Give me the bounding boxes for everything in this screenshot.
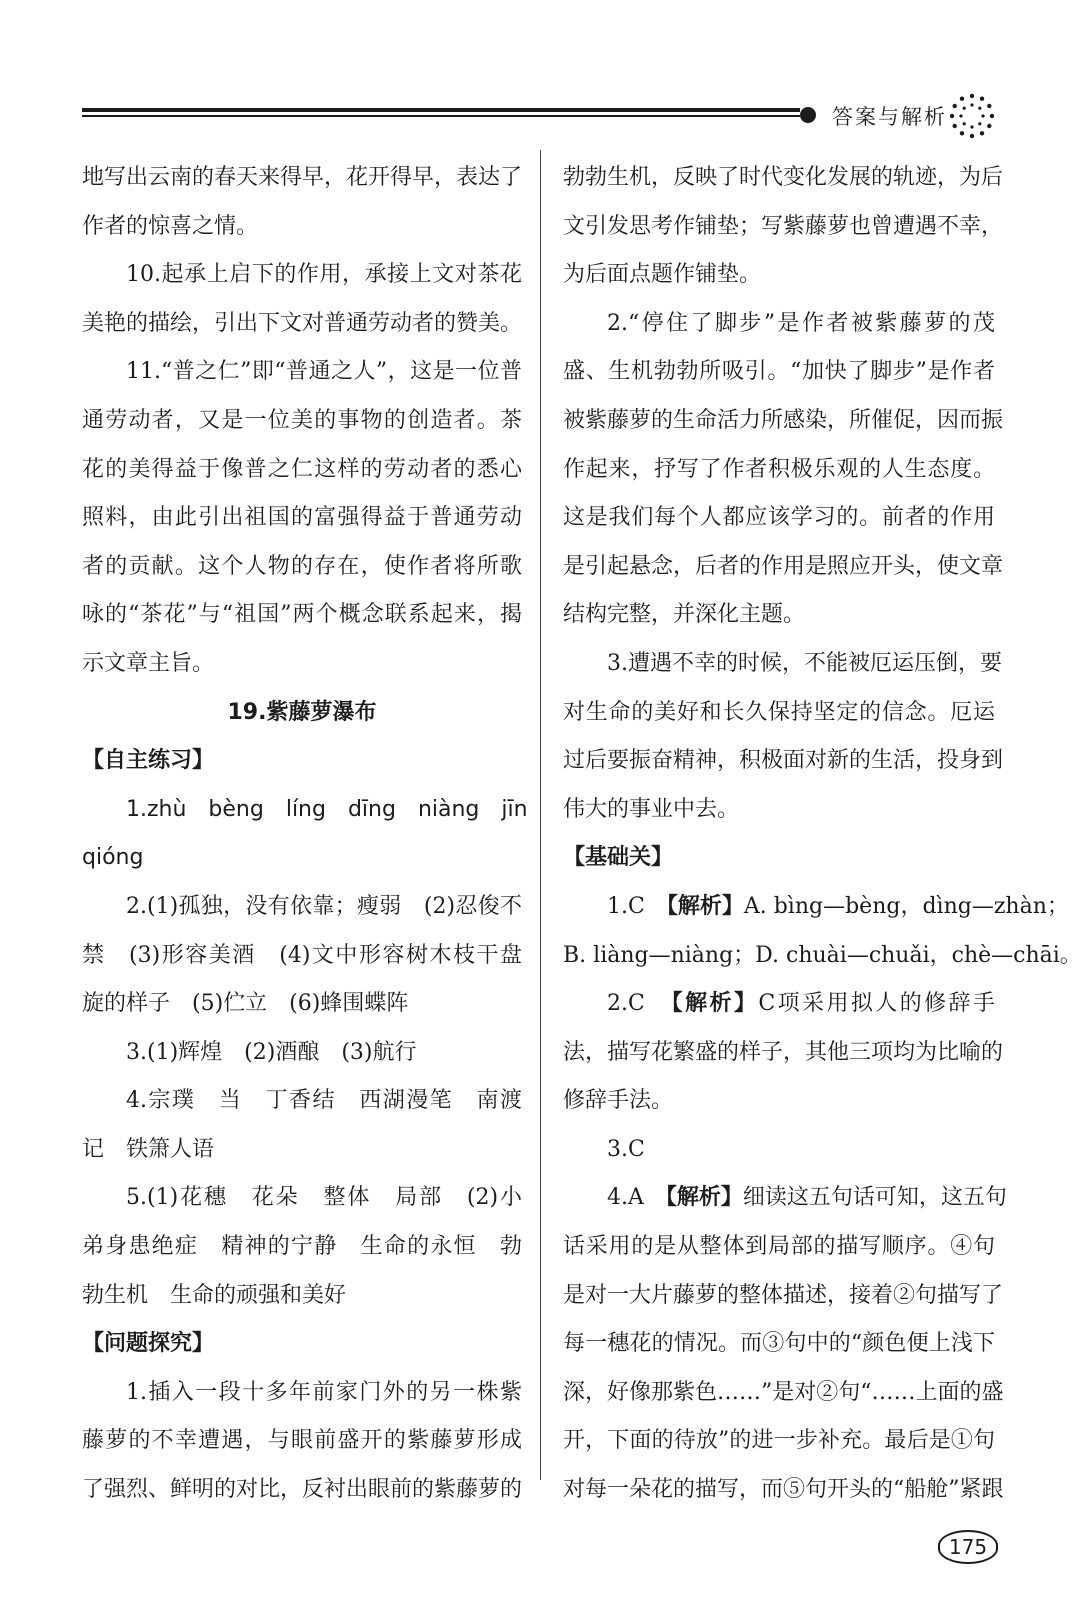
text-line xyxy=(563,1077,995,1126)
text-line xyxy=(563,786,995,835)
line-text: 深，好像那紫色……”是对②句“……上面的盛 xyxy=(563,1379,1004,1405)
line-text: 话采用的是从整体到局部的描写顺序。④句 xyxy=(563,1234,995,1260)
line-text: 2.“停住了脚步”是作者被紫藤萝的茂 xyxy=(607,310,995,336)
text-line xyxy=(82,1272,522,1321)
line-text: 每一穗花的情况。而③句中的“颜色便上浅下 xyxy=(563,1331,995,1357)
text-line xyxy=(82,786,528,835)
lesson-title xyxy=(82,689,522,738)
line-text: 1.插入一段十多年前家门外的另一株紫 xyxy=(126,1379,522,1405)
text-line xyxy=(563,1417,995,1466)
line-text: 10.起承上启下的作用，承接上文对茶花 xyxy=(126,262,522,288)
text-line xyxy=(82,591,522,640)
column-divider xyxy=(540,150,541,1480)
line-text: A. bìng—bèng，dìng—zhàn； xyxy=(743,893,1069,919)
text-line xyxy=(82,1077,522,1126)
line-text: qióng xyxy=(82,845,144,871)
text-line xyxy=(82,348,522,397)
text-line xyxy=(82,154,522,203)
left-column xyxy=(82,154,528,1515)
text-line xyxy=(82,1223,522,1272)
answer-number: 2.C xyxy=(607,991,672,1017)
line-text: 过后要振奋精神，积极面对新的生活，投身到 xyxy=(563,748,1004,774)
line-text: 19.紫藤萝瀑布 xyxy=(227,699,377,725)
section-heading xyxy=(82,737,522,786)
line-text: 3.遭遇不幸的时候，不能被厄运压倒，要 xyxy=(607,650,1002,676)
text-line xyxy=(563,1223,995,1272)
line-text: 禁 (3)形容美酒 (4)文中形容树木枝干盘 xyxy=(82,942,522,968)
line-text: 盛、生机勃勃所吸引。“加快了脚步”是作者 xyxy=(563,359,995,385)
text-line xyxy=(563,1369,1004,1418)
text-line xyxy=(563,689,995,738)
line-text: 咏的“茶花”与“祖国”两个概念联系起来，揭 xyxy=(82,602,522,628)
text-line xyxy=(563,591,995,640)
answer-number: 1.C xyxy=(607,893,667,919)
line-text: 文引发思考作铺垫；写紫藤萝也曾遭遇不幸， xyxy=(563,213,1004,239)
text-line xyxy=(563,1126,995,1175)
line-text: 勃生机 生命的顽强和美好 xyxy=(82,1282,347,1308)
text-line xyxy=(563,348,995,397)
text-line xyxy=(82,1466,522,1515)
text-line xyxy=(563,883,1069,932)
line-text: 伟大的事业中去。 xyxy=(563,796,740,822)
text-line xyxy=(82,446,522,495)
text-line xyxy=(563,203,1004,252)
text-line xyxy=(563,1466,1004,1515)
line-text: 法，描写花繁盛的样子，其他三项均为比喻的 xyxy=(563,1039,1004,1065)
text-line xyxy=(82,980,522,1029)
text-line xyxy=(563,154,1004,203)
line-text: 这是我们每个人都应该学习的。前者的作用 xyxy=(563,505,995,531)
analysis-tag: 【解析】 xyxy=(671,991,759,1017)
line-text: 者的贡献。这个人物的存在，使作者将所歌 xyxy=(82,553,522,579)
text-line xyxy=(563,397,1004,446)
line-text: 是引起悬念，后者的作用是照应开头，使文章 xyxy=(563,553,1004,579)
line-text: 了强烈、鲜明的对比，反衬出眼前的紫藤萝的 xyxy=(82,1477,523,1503)
text-line xyxy=(563,494,995,543)
text-line xyxy=(82,397,522,446)
text-line xyxy=(82,932,522,981)
text-line xyxy=(82,1369,522,1418)
section-heading xyxy=(563,834,995,883)
page-number: 175 xyxy=(938,1530,998,1564)
line-text: 细读这五句话可知，这五句 xyxy=(742,1185,1007,1211)
text-line xyxy=(563,1029,1004,1078)
header-rule xyxy=(82,108,800,122)
line-text: 结构完整，并深化主题。 xyxy=(563,602,806,628)
line-text: 旋的样子 (5)伫立 (6)蜂围蝶阵 xyxy=(82,991,409,1017)
right-column xyxy=(563,154,1082,1515)
header-bullet-icon xyxy=(800,107,816,123)
line-text: 是对一大片藤萝的整体描述，接着②句描写了 xyxy=(563,1282,1004,1308)
line-text: 作者的惊喜之情。 xyxy=(82,213,259,239)
line-text: 为后面点题作铺垫。 xyxy=(563,262,762,288)
line-text: 1.zhù bèng líng dīng niàng jīn xyxy=(126,796,528,822)
text-line xyxy=(82,640,522,689)
text-line xyxy=(82,1417,522,1466)
sun-ornament-icon xyxy=(948,92,996,140)
text-line xyxy=(563,737,1004,786)
text-line xyxy=(563,1320,995,1369)
answer-number: 4.A xyxy=(607,1185,666,1211)
line-text: 勃勃生机，反映了时代变化发展的轨迹，为后 xyxy=(563,165,1004,190)
text-line xyxy=(563,1272,1004,1321)
text-line xyxy=(82,883,522,932)
text-line xyxy=(82,1029,522,1078)
line-text: 被紫藤萝的生命活力所感染，所催促，因而振 xyxy=(563,407,1004,433)
text-line xyxy=(563,446,995,495)
text-line xyxy=(563,932,1082,981)
line-text: 对每一朵花的描写，而⑤句开头的“船舱”紧跟 xyxy=(563,1477,1004,1503)
section-heading xyxy=(82,1320,522,1369)
line-text: 花的美得益于像普之仁这样的劳动者的悉心 xyxy=(82,456,522,482)
line-text: 地写出云南的春天来得早，花开得早，表达了 xyxy=(82,165,523,190)
text-line xyxy=(563,640,1002,689)
line-text: 【自主练习】 xyxy=(82,748,215,774)
text-line xyxy=(563,251,995,300)
text-line xyxy=(82,1174,522,1223)
line-text: 美艳的描绘，引出下文对普通劳动者的赞美。 xyxy=(82,310,523,336)
text-line xyxy=(563,1174,1007,1223)
text-line xyxy=(82,300,522,349)
line-text: 【问题探究】 xyxy=(82,1331,215,1357)
text-line xyxy=(82,494,522,543)
line-text: 开，下面的待放”的进一步补充。最后是①句 xyxy=(563,1428,995,1454)
text-line xyxy=(82,203,522,252)
line-text: 11.“普之仁”即“普通之人”，这是一位普 xyxy=(126,359,522,385)
line-text: 【基础关】 xyxy=(563,845,674,871)
analysis-tag: 【解析】 xyxy=(665,1185,743,1211)
text-line xyxy=(82,543,522,592)
analysis-tag: 【解析】 xyxy=(666,893,744,919)
line-text: 通劳动者，又是一位美的事物的创造者。茶 xyxy=(82,407,522,433)
line-text: 记 铁箫人语 xyxy=(82,1136,215,1162)
line-text: B. liàng—niàng；D. chuài—chuǎi，chè—chāi。 xyxy=(563,942,1082,968)
line-text: 修辞手法。 xyxy=(563,1088,674,1114)
line-text: 照料，由此引出祖国的富强得益于普通劳动 xyxy=(82,505,522,531)
line-text: 3.(1)辉煌 (2)酒酿 (3)航行 xyxy=(126,1039,417,1065)
line-text: C项采用拟人的修辞手 xyxy=(758,991,995,1017)
text-line xyxy=(82,251,522,300)
text-line xyxy=(563,543,1004,592)
line-text: 3.C xyxy=(607,1136,645,1162)
line-text: 对生命的美好和长久保持坚定的信念。厄运 xyxy=(563,699,995,725)
line-text: 2.(1)孤独，没有依靠；瘦弱 (2)忍俊不 xyxy=(126,893,522,919)
line-text: 作起来，抒写了作者积极乐观的人生态度。 xyxy=(563,456,995,482)
text-line xyxy=(563,980,995,1029)
text-line xyxy=(82,834,522,883)
text-line xyxy=(563,300,995,349)
line-text: 4.宗璞 当 丁香结 西湖漫笔 南渡 xyxy=(126,1088,522,1114)
line-text: 弟身患绝症 精神的宁静 生命的永恒 勃 xyxy=(82,1234,522,1260)
line-text: 示文章主旨。 xyxy=(82,650,215,676)
text-line xyxy=(82,1126,522,1175)
line-text: 5.(1)花穗 花朵 整体 局部 (2)小 xyxy=(126,1185,522,1211)
running-header-title: 答案与解析 xyxy=(832,105,947,129)
line-text: 藤萝的不幸遭遇，与眼前盛开的紫藤萝形成 xyxy=(82,1428,522,1454)
